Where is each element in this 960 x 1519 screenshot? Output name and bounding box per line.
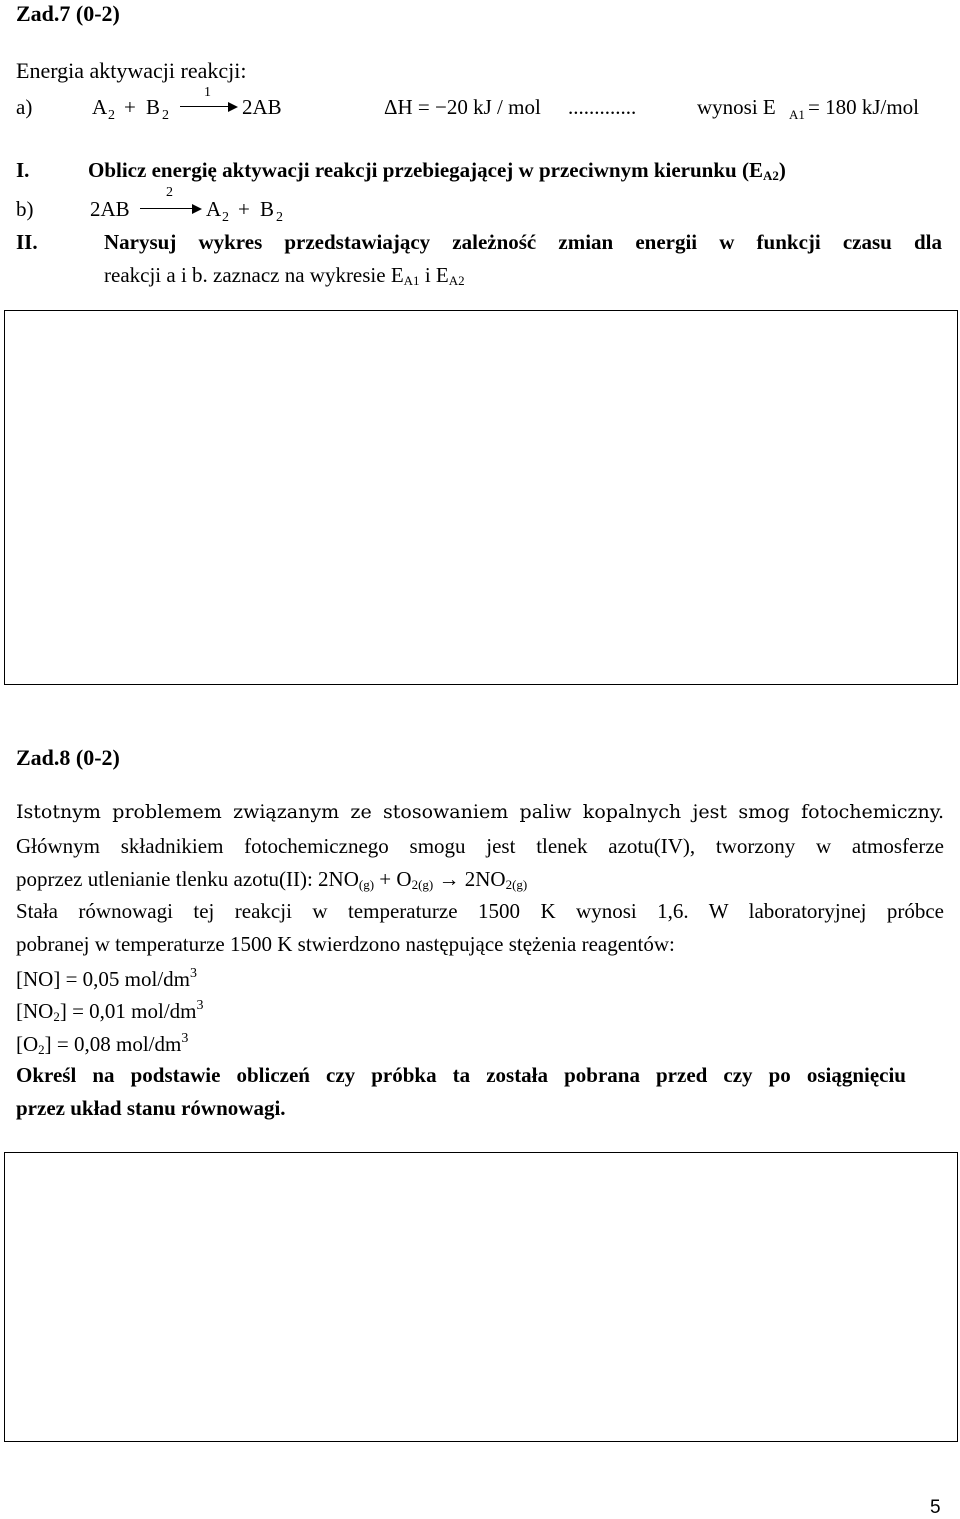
task-2-sub-2: A2 — [448, 273, 465, 288]
reaction-a-delta-h: ΔH = −20 kJ / mol — [384, 95, 541, 119]
zad8-line-3-arrow: → 2NO — [433, 867, 506, 891]
conc-no2-a: [NO — [16, 999, 54, 1023]
zad8-line-3-2g: 2(g) — [411, 877, 434, 892]
conc-o2 — [16, 1032, 188, 1056]
zad8-line-3-plus: + O — [374, 867, 412, 891]
answer-box-zad7[interactable] — [4, 310, 958, 685]
conc-o2-sup: 3 — [181, 1031, 189, 1046]
zad8-line-5: pobranej w temperaturze 1500 K stwierdzono następujące stężenia reagentów: — [16, 932, 675, 956]
zad7-intro: Energia aktywacji reakcji: — [16, 58, 247, 83]
zad8-task-line-2: przez układ stanu równowagi. — [16, 1096, 286, 1120]
reaction-a-product: 2AB — [242, 95, 282, 119]
reaction-a-sub-b: 2 — [162, 108, 169, 123]
conc-o2-b: ] = 0,08 mol/dm — [44, 1032, 182, 1056]
reaction-a-plus: + — [124, 95, 136, 119]
zad8-line-3-text: poprzez utlenianie tlenku azotu(II): 2NO — [16, 867, 359, 891]
zad8-line-1: Istotnym problemem związanym ze stosowaniem paliw kopalnych jest smog fotochemiczny. — [16, 801, 944, 823]
reaction-b-product-b: B — [260, 197, 275, 221]
zad8-task-line-1: Określ na podstawie obliczeń czy próbka ta została pobrana przed czy po osiągnięciu — [16, 1063, 906, 1087]
conc-no-text: [NO] = 0,05 mol/dm — [16, 967, 190, 991]
reaction-a-sub-a: 2 — [108, 108, 115, 123]
task-2-line-1: Narysuj wykres przedstawiający zależność zmian energii w funkcji czasu dla — [104, 230, 942, 254]
conc-o2-a: [O — [16, 1032, 39, 1056]
answer-box-zad8[interactable] — [4, 1152, 958, 1442]
reaction-a-wynosi: wynosi E — [697, 95, 776, 119]
reaction-a-label: a) — [16, 95, 33, 119]
reaction-a-arrow-icon — [180, 106, 236, 107]
page-number: 5 — [930, 1497, 941, 1518]
reaction-b-reactant: 2AB — [90, 197, 130, 221]
reaction-a-reactant-a: A — [92, 95, 108, 119]
conc-no2-sup: 3 — [196, 998, 204, 1013]
zad8-line-3-g: (g) — [358, 877, 375, 892]
task-1-text — [88, 160, 786, 182]
task-2-line-2-text: reakcji a i b. zaznacz na wykresie E — [104, 263, 404, 287]
reaction-a-arrow-label: 1 — [204, 85, 211, 100]
task-1-main: Oblicz energię aktywacji reakcji przebiegającej w przeciwnym kierunku (E — [88, 158, 763, 182]
task-1-close: ) — [778, 158, 786, 182]
zad8-line-3-2g-b: 2(g) — [505, 877, 528, 892]
reaction-a-ea-sub: A1 — [789, 107, 805, 122]
reaction-b-plus: + — [238, 197, 250, 221]
zad7-heading: Zad.7 (0-2) — [16, 1, 120, 26]
reaction-b-label: b) — [16, 197, 34, 221]
reaction-a-ea-value: = 180 kJ/mol — [808, 95, 920, 119]
reaction-b-arrow-label: 2 — [166, 185, 173, 200]
zad8-line-4: Stała równowagi tej reakcji w temperaturze 1500 K wynosi 1,6. W laboratoryjnej próbce — [16, 899, 944, 923]
conc-o2-sub: 2 — [38, 1042, 45, 1057]
conc-no2-b: ] = 0,01 mol/dm — [59, 999, 197, 1023]
task-2-mid: i E — [419, 263, 449, 287]
task-2-number: II. — [16, 230, 38, 254]
task-1-number: I. — [16, 158, 30, 182]
reaction-a-reactant-b: B — [146, 95, 161, 119]
reaction-b-arrow-icon — [140, 208, 200, 209]
conc-no2-sub: 2 — [53, 1009, 60, 1024]
conc-no-sup: 3 — [190, 966, 197, 981]
zad8-line-2: Głównym składnikiem fotochemicznego smogu jest tlenek azotu(IV), tworzony w atmosferze — [16, 834, 944, 858]
task-2-line-2 — [104, 265, 465, 287]
reaction-b-product-a: A — [206, 197, 222, 221]
task-1-sub: A2 — [762, 168, 779, 183]
reaction-b-sub-a: 2 — [222, 210, 229, 225]
conc-no — [16, 967, 197, 990]
reaction-b-sub-b: 2 — [276, 210, 283, 225]
task-2-sub-1: A1 — [403, 273, 420, 288]
reaction-a-dots: ............. — [568, 95, 637, 119]
zad8-heading: Zad.8 (0-2) — [16, 745, 120, 770]
zad8-line-3 — [16, 869, 527, 891]
conc-no2 — [16, 999, 204, 1023]
